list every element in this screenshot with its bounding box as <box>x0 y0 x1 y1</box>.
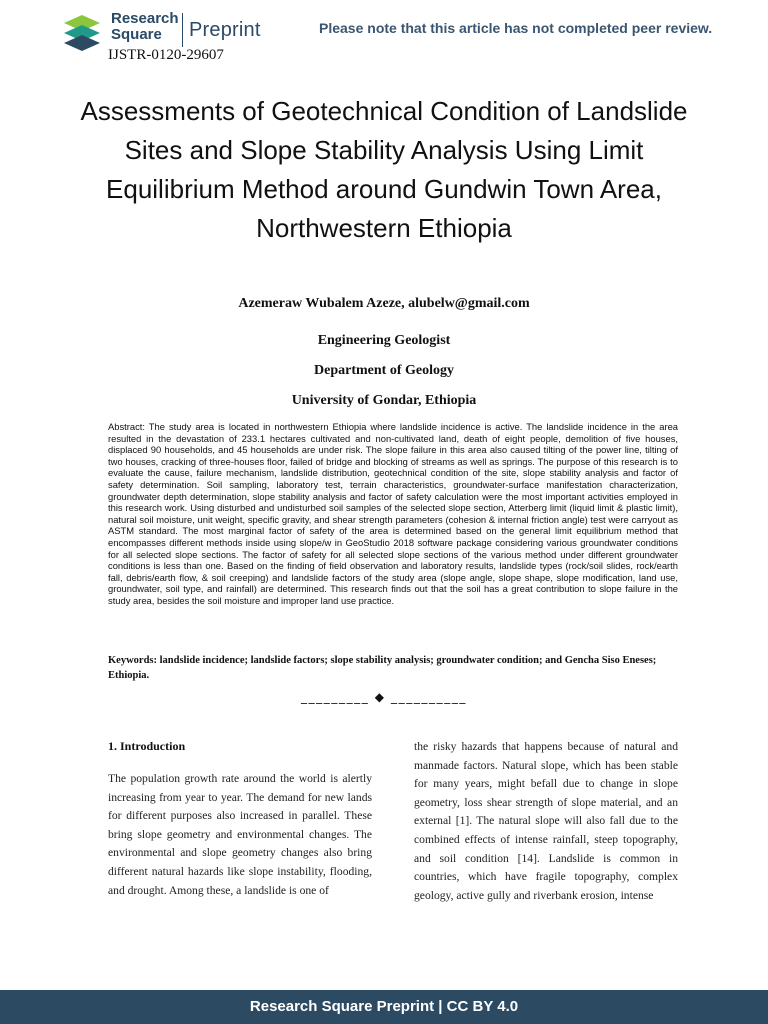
paper-title: Assessments of Geotechnical Condition of Landslide Sites and Slope Stability Analysis Using Limit Equilibrium Method around Gundwin Town Area, Northwestern Ethiopia <box>80 96 688 243</box>
author-role: Engineering Geologist <box>317 333 451 348</box>
section-divider: _________ ◆ __________ <box>300 690 468 704</box>
intro-right-column: the risky hazards that happens because of natural and manmade factors. Natural slope, which has been stable for many years, might befall due to change in slope geometry, loss shear strength of slope material, and an external [1]. The natural slope will also fall due to the combined effects of intense rainfall, steep topography, and soil condition [14]. Landslide is common in countries, which have fragile topography, complex geology, active gully and riverbank erosion, intense <box>414 740 678 902</box>
author-department: Department of Geology <box>314 363 454 378</box>
logo-wordmark <box>111 11 179 43</box>
author-university: University of Gondar, Ethiopia <box>291 393 477 408</box>
introduction-heading: 1. Introduction <box>108 739 186 753</box>
abstract: Abstract: The study area is located in northwestern Ethiopia where landslide incidence is active. The landslide incidence in the area resulted in the devastation of 233.1 hectares cultivated and non-cultivated land, death of eight people, demolition of five houses, displaced 90 households, and 45 households are under risk. The slope failure in this area also caused tilting of the power line, tilting of two houses, cracking of three-houses floor, failed of bridge and blocking of streams as well as springs. The purpose of this research is to evaluate the cause, failure mechanism, landslide distribution, geotechnical condition of the site, slope stability analysis and factor of safety determination. Soil sampling, laboratory test, terrain characteristics, groundwater-surface manifestation characterization, groundwater depth determination, slope stability analysis and factor of safety calculation were the most important activities employed in this research work. Using disturbed and undisturbed soil samples of the selected slope section, Atterberg limit (liquid limit & plastic limit), natural soil moisture, unit weight, specific gravity, and shear strength parameters (cohesion & internal friction angle) test were carryout as ASTM standard. The most marginal factor of safety of the area is determined based on the general limit equilibrium method that encompasses different methods inside using slope/w in GeoStudio 2018 software package considering various groundwater conditions for all selected slope sections. The factor of safety for all selected slope sections of the various method under different groundwater conditions is less than one. Based on the finding of field observation and laboratory results, landslide types (rock/soil slides, rock/earth fall, debris/earth flow, & soil creeping) and landslide factors of the study area (slope angle, slope shape, slope modification, land use, groundwater, soil type, and rainfall) are determined. This research finds out that the soil has a great contribution to slope failure in the study area, besides the soil moisture and improper land use practice. <box>108 421 678 606</box>
footer-bar <box>0 990 768 1024</box>
logo-preprint: Preprint <box>189 19 261 41</box>
author-line: Azemeraw Wubalem Azeze, alubelw@gmail.com <box>238 296 530 311</box>
keywords: Keywords: landslide incidence; landslide factors; slope stability analysis; groundwater condition; and Gencha Siso Eneses; Ethiopia. <box>108 655 657 681</box>
intro-left-column: The population growth rate around the world is alertly increasing from year to year. The demand for new lands for different purposes also increased in parallel. These bring slope geometry and environmental changes. The environmental and slope geometry changes also bring different natural hazards like slope instability, flooding, and drought. Among these, a landslide is one of <box>108 772 372 897</box>
logo-separator <box>182 13 183 47</box>
peer-review-note: Please note that this article has not completed peer review. <box>319 20 713 36</box>
footer-license: Research Square Preprint | CC BY 4.0 <box>249 998 519 1015</box>
article-id: IJSTR-0120-29607 <box>108 47 224 63</box>
logo-name-line1: Research <box>111 10 179 27</box>
logo-name-line2: Square <box>111 26 162 43</box>
research-square-logo-icon <box>60 11 106 53</box>
